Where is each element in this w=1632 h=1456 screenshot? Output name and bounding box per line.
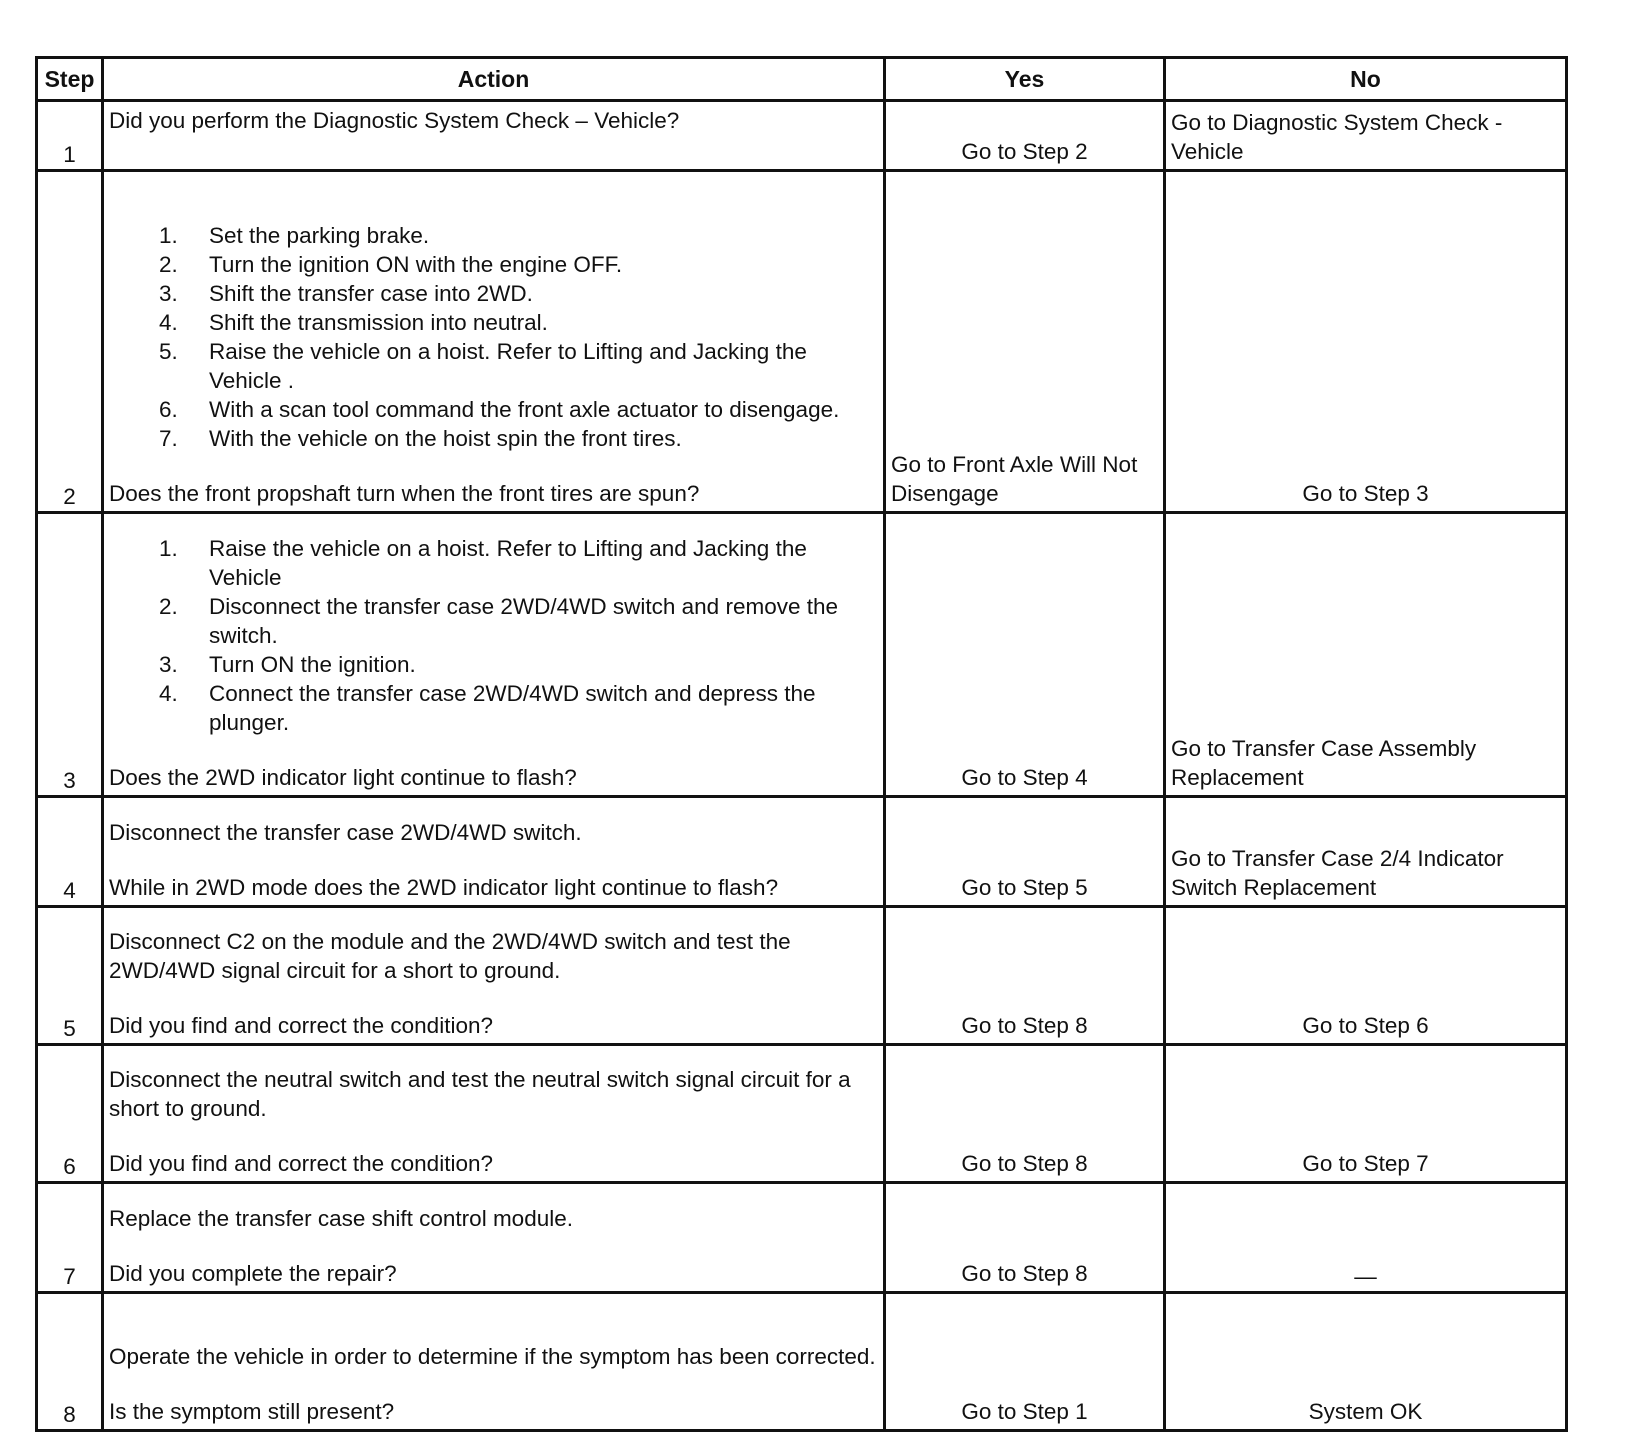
action-question: Is the symptom still present? (109, 1399, 395, 1424)
no-text: — (1354, 1264, 1377, 1289)
header-step: Step (37, 58, 103, 101)
yes-cell (885, 101, 1165, 171)
yes-text: Go to Step 2 (961, 139, 1088, 164)
yes-cell (885, 513, 1165, 797)
table-row (37, 1045, 1567, 1183)
no-cell (1165, 1293, 1567, 1431)
action-question: Does the 2WD indicator light continue to flash? (109, 765, 577, 790)
yes-text: Go to Step 8 (961, 1013, 1088, 1038)
action-question: Did you find and correct the condition? (109, 1013, 493, 1038)
action-list (109, 221, 878, 453)
no-cell (1165, 171, 1567, 513)
action-cell (103, 1183, 885, 1293)
list-item: 5. Raise the vehicle on a hoist. Refer to Lifting and Jacking the Vehicle . (159, 339, 807, 393)
action-text: Disconnect C2 on the module and the 2WD/4WD switch and test the 2WD/4WD signal circuit for a short to ground. (109, 929, 791, 983)
action-cell (103, 907, 885, 1045)
step-number: 4 (37, 797, 103, 907)
no-text: Go to Diagnostic System Check - Vehicle (1171, 110, 1503, 164)
step-number: 2 (37, 171, 103, 513)
list-item: 7. With the vehicle on the hoist spin the front tires. (159, 426, 682, 451)
yes-text: Go to Step 8 (961, 1261, 1088, 1286)
no-text: Go to Step 6 (1302, 1013, 1429, 1038)
step-number: 7 (37, 1183, 103, 1293)
action-text: Did you perform the Diagnostic System Check – Vehicle? (109, 108, 680, 133)
step-number: 1 (37, 101, 103, 171)
action-text: Disconnect the neutral switch and test the neutral switch signal circuit for a short to ground. (109, 1067, 851, 1121)
table-row (37, 1293, 1567, 1431)
list-item: 1. Raise the vehicle on a hoist. Refer to Lifting and Jacking the Vehicle (159, 536, 807, 590)
no-cell (1165, 101, 1567, 171)
step-number: 5 (37, 907, 103, 1045)
step-number: 8 (37, 1293, 103, 1431)
step-number: 6 (37, 1045, 103, 1183)
no-cell (1165, 907, 1567, 1045)
yes-text: Go to Front Axle Will Not Disengage (891, 452, 1138, 506)
list-item: 2. Turn the ignition ON with the engine OFF. (159, 252, 623, 277)
table-row (37, 907, 1567, 1045)
step-number: 3 (37, 513, 103, 797)
action-text: Operate the vehicle in order to determine if the symptom has been corrected. (109, 1344, 876, 1369)
yes-cell (885, 907, 1165, 1045)
list-item: 4. Shift the transmission into neutral. (159, 310, 548, 335)
header-row (37, 58, 1567, 101)
no-text: Go to Transfer Case Assembly Replacement (1171, 736, 1477, 790)
yes-cell (885, 1045, 1165, 1183)
yes-text: Go to Step 4 (961, 765, 1088, 790)
action-cell (103, 513, 885, 797)
yes-text: Go to Step 1 (961, 1399, 1088, 1424)
header-action: Action (103, 58, 885, 101)
action-cell (103, 171, 885, 513)
action-question: Did you complete the repair? (109, 1261, 397, 1286)
action-cell (103, 1293, 885, 1431)
table-row (37, 513, 1567, 797)
action-cell (103, 1045, 885, 1183)
header-yes: Yes (885, 58, 1165, 101)
yes-cell (885, 171, 1165, 513)
list-item: 3. Turn ON the ignition. (159, 652, 416, 677)
no-text: Go to Step 7 (1302, 1151, 1429, 1176)
action-list (109, 534, 878, 737)
table-row (37, 101, 1567, 171)
list-item: 1. Set the parking brake. (159, 223, 430, 248)
action-cell (103, 797, 885, 907)
no-cell (1165, 1045, 1567, 1183)
list-item: 4. Connect the transfer case 2WD/4WD switch and depress the plunger. (159, 681, 816, 735)
action-question: Does the front propshaft turn when the front tires are spun? (109, 481, 700, 506)
no-cell (1165, 797, 1567, 907)
diagnostic-table (35, 56, 1568, 1432)
no-cell (1165, 513, 1567, 797)
action-cell (103, 101, 885, 171)
list-item: 2. Disconnect the transfer case 2WD/4WD switch and remove the switch. (159, 594, 839, 648)
table-row (37, 1183, 1567, 1293)
no-text: Go to Step 3 (1302, 481, 1429, 506)
action-text: Replace the transfer case shift control module. (109, 1206, 573, 1231)
yes-text: Go to Step 5 (961, 875, 1088, 900)
action-question: Did you find and correct the condition? (109, 1151, 493, 1176)
list-item: 3. Shift the transfer case into 2WD. (159, 281, 533, 306)
no-text: Go to Transfer Case 2/4 Indicator Switch Replacement (1171, 846, 1504, 900)
list-item: 6. With a scan tool command the front axle actuator to disengage. (159, 397, 840, 422)
header-no: No (1165, 58, 1567, 101)
no-cell (1165, 1183, 1567, 1293)
yes-cell (885, 1183, 1165, 1293)
yes-cell (885, 1293, 1165, 1431)
yes-cell (885, 797, 1165, 907)
table-row (37, 797, 1567, 907)
yes-text: Go to Step 8 (961, 1151, 1088, 1176)
action-text: Disconnect the transfer case 2WD/4WD switch. (109, 820, 582, 845)
action-question: While in 2WD mode does the 2WD indicator light continue to flash? (109, 875, 779, 900)
table-row (37, 171, 1567, 513)
no-text: System OK (1308, 1399, 1423, 1424)
